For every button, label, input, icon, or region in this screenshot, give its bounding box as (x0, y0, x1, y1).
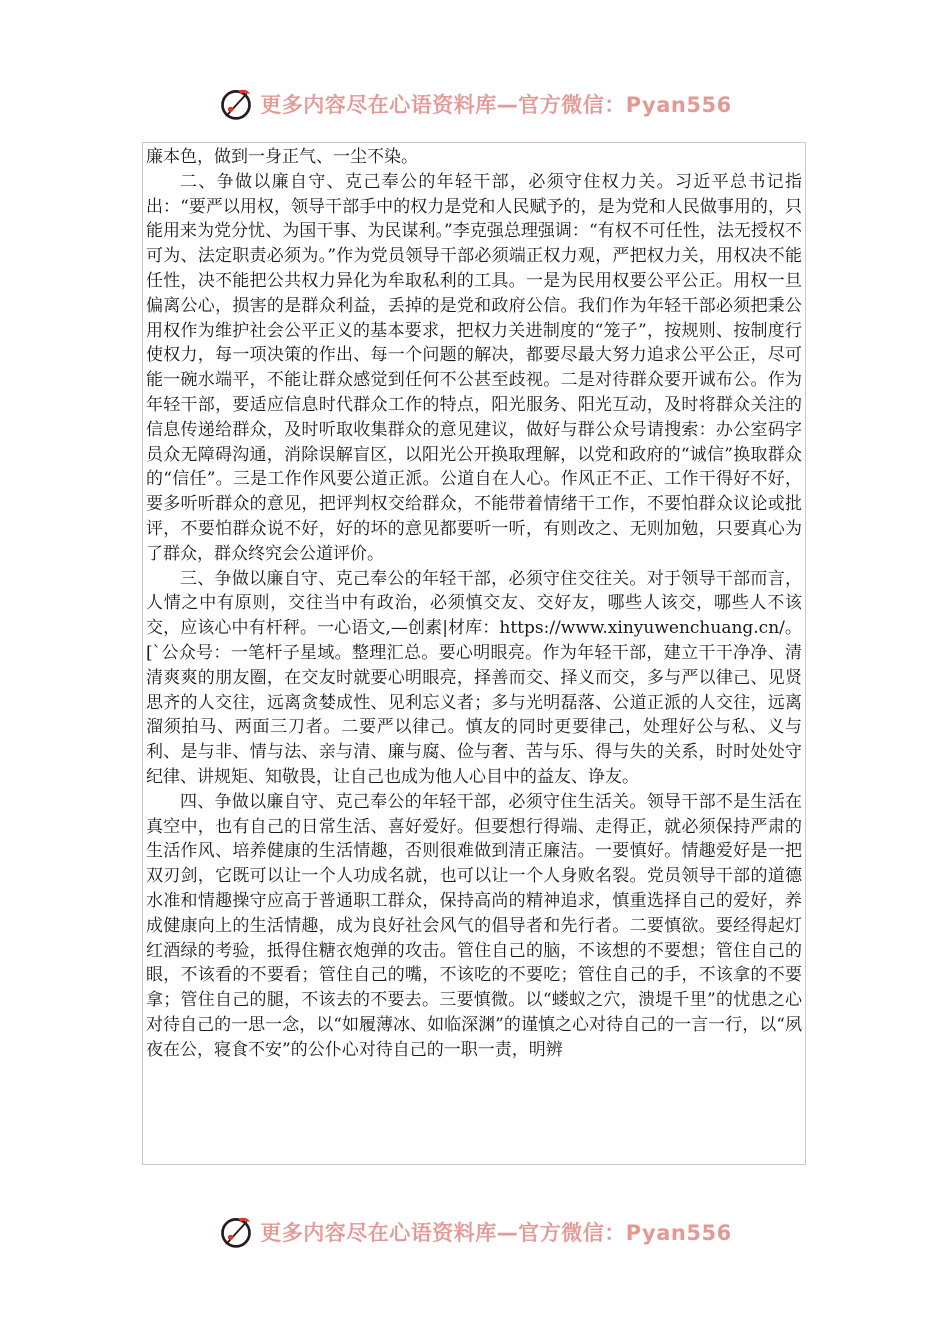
header-banner (0, 84, 950, 124)
paragraph: 三、争做以廉自守、克己奉公的年轻干部，必须守住交往关。对于领导干部而言，人情之中有原则，交往当中有政治，必须慎交友、交好友，哪些人该交，哪些人不该交，应该心中有杆秤。一心语文,—创素|材库：https://www.xinyuwenchuang.cn/。[`公众号：一笔杆子星域。整理汇总。要心明眼亮。作为年轻干部，建立干干净净、清清爽爽的朋友圈，在交友时就要心明眼亮，择善而交、择义而交，多与严以律己、见贤思齐的人交往，远离贪婪成性、见利忘义者；多与光明磊落、公道正派的人交往，远离溜须拍马、两面三刀者。二要严以律己。慎友的同时更要律己，处理好公与私、义与利、是与非、情与法、亲与清、廉与腐、俭与奢、苦与乐、得与失的关系，时时处处守纪律、讲规矩、知敬畏，让自己也成为他人心目中的益友、诤友。 (146, 568, 802, 787)
footer-banner (0, 1212, 950, 1252)
paragraph: 二、争做以廉自守、克己奉公的年轻干部，必须守住权力关。习近平总书记指出：“要严以用权，领导干部手中的权力是党和人民赋予的，是为党和人民做事用的，只能用来为党分忧、为国干事、为民谋利。”李克强总理强调：“有权不可任性，法无授权不可为、法定职责必须为。”作为党员领导干部必须端正权力观，严把权力关，用权决不能任性，决不能把公共权力异化为牟取私利的工具。一是为民用权要公平公正。用权一旦偏离公心，损害的是群众利益，丢掉的是党和政府公信。我们作为年轻干部必须把秉公用权作为维护社会公平正义的基本要求，把权力关进制度的“笼子”，按规则、按制度行使权力，每一项决策的作出、每一个问题的解决，都要尽最大努力追求公平公正，尽可能一碗水端平，不能让群众感觉到任何不公甚至歧视。二是对待群众要开诚布公。作为年轻干部，要适应信息时代群众工作的特点，阳光服务、阳光互动，及时将群众关注的信息传递给群众，及时听取收集群众的意见建议，做好与群公众号请搜索：办公室码字员众无障碍沟通，消除误解盲区，以阳光公开换取理解，以党和政府的“诚信”换取群众的“信任”。三是工作作风要公道正派。公道自在人心。作风正不正、工作干得好不好，要多听听群众的意见，把评判权交给群众，不能带着情绪干工作，不要怕群众议论或批评，不要怕群众说不好，好的坏的意见都要听一听，有则改之、无则加勉，只要真心为了群众，群众终究会公道评价。 (146, 171, 802, 564)
paragraph: 四、争做以廉自守、克己奉公的年轻干部，必须守住生活关。领导干部不是生活在真空中，也有自己的日常生活、喜好爱好。但要想行得端、走得正，就必须保持严肃的生活作风、培养健康的生活情趣，否则很难做到清正廉洁。一要慎好。情趣爱好是一把双刃剑，它既可以让一个人功成名就，也可以让一个人身败名裂。党员领导干部的道德水准和情趣操守应高于普通职工群众，保持高尚的精神追求，慎重选择自己的爱好，养成健康向上的生活情趣，成为良好社会风气的倡导者和先行者。二要慎欲。要经得起灯红酒绿的考验，抵得住糖衣炮弹的攻击。管住自己的脑，不该想的不要想；管住自己的眼，不该看的不要看；管住自己的嘴，不该吃的不要吃；管住自己的手，不该拿的不要拿；管住自己的腿，不该去的不要去。三要慎微。以“蝼蚁之穴，溃堤千里”的忧患之心对待自己的一思一念，以“如履薄冰、如临深渊”的谨慎之心对待自己的一言一行，以“夙夜在公，寝食不安”的公仆心对待自己的一职一责，明辨 (146, 791, 802, 1060)
document-frame (142, 142, 806, 1165)
banner-text: 更多内容尽在心语资料库—官方微信：Pyan556 (260, 1221, 732, 1245)
pen-circle-logo-icon (218, 86, 254, 122)
banner-text: 更多内容尽在心语资料库—官方微信：Pyan556 (260, 93, 732, 117)
paragraph: 廉本色，做到一身正气、一尘不染。 (146, 147, 418, 167)
pen-circle-logo-icon (218, 1214, 254, 1250)
document-body (143, 143, 805, 1062)
